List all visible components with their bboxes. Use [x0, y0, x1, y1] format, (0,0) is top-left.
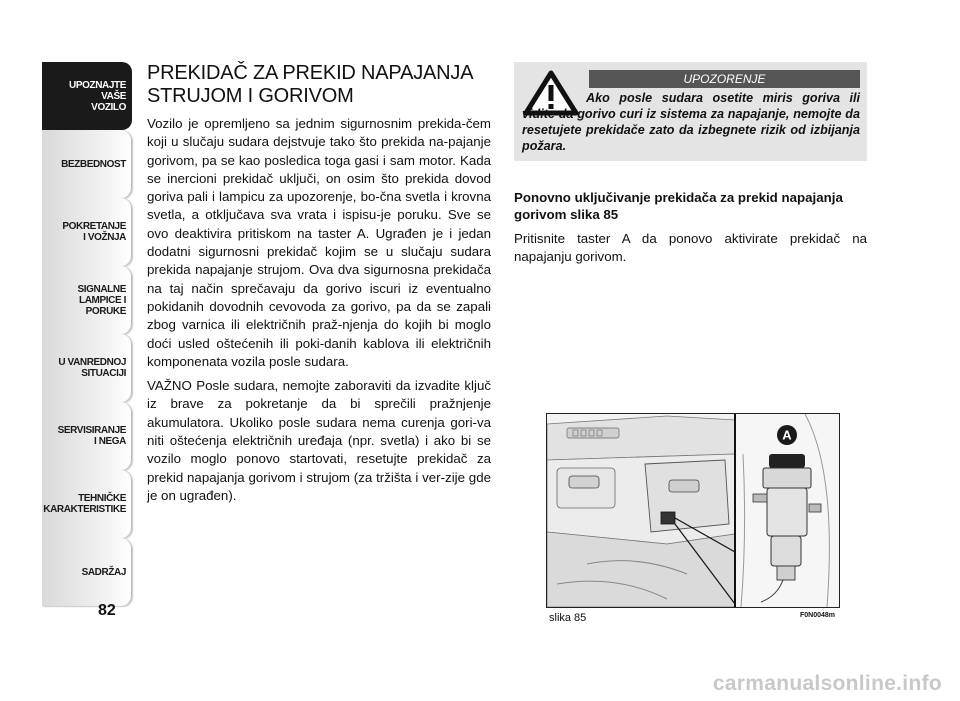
important-paragraph: VAŽNO Posle sudara, nemojte zaboraviti da izvadite ključ iz brave za pokretanje da bi sprečili pražnjenje akumulatora. Ukoliko posle sudara nema curenja gori-va niti oštećenja električnih uređaja (npr. svetla) i ako bi se vozilo moglo ponovo startovati, resetujte prekidač za prekid napajanja gorivom i strujom (za tržišta i ver-zije gde je on ugrađen).	[147, 378, 491, 503]
description-paragraph: Vozilo je opremljeno sa jednim sigurnosnim prekida-čem koji u slučaju sudara dejstvuje tako što prekida na-pajanje gorivom, pa se kao posledica toga gasi i sam motor. Kada se inercioni prekidač uključi, on osim što prekida dovod goriva pali i lampicu za upozorenje, bo-čna svetla i krovna svetla, a otključava sva vrata i ispisu-je poruku. Sve se ovo deaktivira pritiskom na taster A. Ugrađen je i jedan dodatni sigurnosni prekidač kojim se u slučaju sudara prekida napajanje strujom. Ova dva sigurnosna prekidača na taj način sprečavaju da gorivo iscuri iz eventualno pokidanih dovodnih cevovoda za gorivo, pa da se zapali zbog varnica ili električnih praž-njenja do kojih bi moglo doći usled oštećenih ili poki-danih kablova ili električnih komponenata vozila posle sudara.	[147, 116, 491, 369]
tab-signalne-lampice[interactable]: SIGNALNE LAMPICE I PORUKE	[42, 266, 132, 334]
warning-box	[514, 62, 867, 161]
callout-a-marker	[777, 425, 797, 445]
tab-upoznajte-vase-vozilo[interactable]: UPOZNAJTE VAŠE VOZILO	[42, 62, 132, 130]
tab-pokretanje-i-voznja[interactable]: POKRETANJE I VOŽNJA	[42, 198, 132, 266]
figure-caption: slika 85	[549, 612, 587, 624]
reactivation-instruction: Pritisnite taster A da ponovo aktivirate prekidač na napajanju gorivom.	[514, 231, 867, 264]
warning-title: UPOZORENJE	[589, 70, 860, 88]
page-number: 82	[98, 602, 116, 619]
warning-text: Ako posle sudara osetite miris goriva ili vidite da gorivo curi iz sistema za napajanje, nemojte da resetujete prekidače zato da izbegnete rizik od izbijanja požara.	[522, 91, 860, 153]
main-column	[147, 62, 491, 511]
callout-a-label: A	[782, 427, 792, 443]
dashboard-illustration	[547, 414, 839, 607]
tab-sadrzaj[interactable]: SADRŽAJ	[42, 538, 132, 606]
tab-u-vanrednoj-situaciji[interactable]: U VANREDNOJ SITUACIJI	[42, 334, 132, 402]
reactivation-subheading: Ponovno uključivanje prekidača za prekid napajanja gorivom slika 85	[514, 190, 843, 222]
tab-servisiranje-i-nega[interactable]: SERVISIRANJE I NEGA	[42, 402, 132, 470]
watermark: carmanualsonline.info	[712, 672, 942, 695]
section-heading: PREKIDAČ ZA PREKID NAPAJANJA STRUJOM I GORIVOM	[147, 62, 473, 107]
figure-85-illustration	[546, 413, 840, 608]
figure-code: F0N0048m	[800, 612, 836, 619]
tab-tehnicke-karakteristike[interactable]: TEHNIČKE KARAKTERISTIKE	[42, 470, 132, 538]
tab-bezbednost[interactable]: BEZBEDNOST	[42, 130, 132, 198]
